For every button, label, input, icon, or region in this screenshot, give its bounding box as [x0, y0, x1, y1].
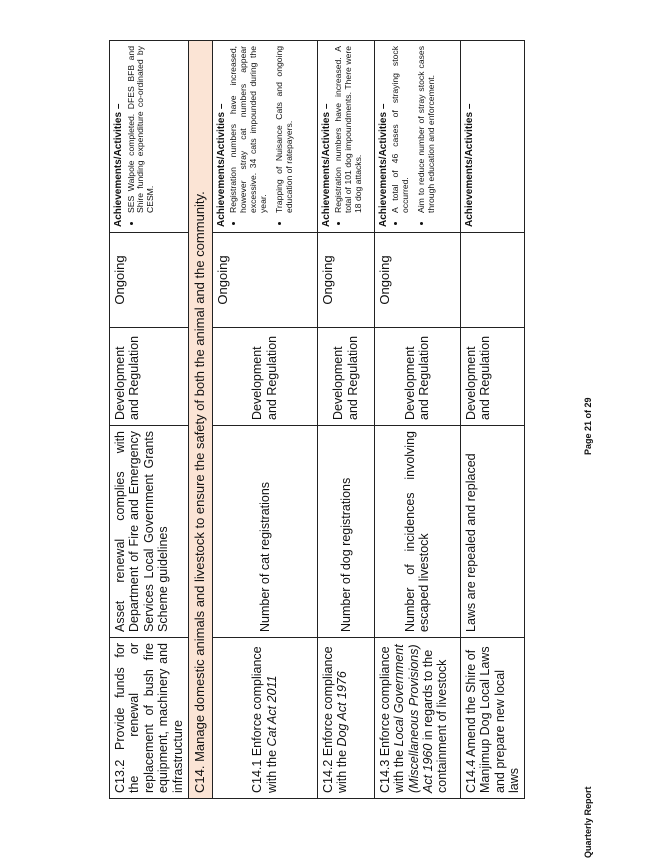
table-row [110, 41, 189, 799]
table-row [212, 41, 317, 799]
measure-cell: Number of dog registrations [317, 426, 374, 638]
strategy-table [109, 40, 525, 799]
achievement-item: • A total of 46 cases of straying stock occurred. [391, 46, 411, 213]
objective-act-name: Dog Act 1976 [335, 671, 350, 747]
objective-act-name: Local Government (Miscellaneous Provisions) Act 1960 [392, 644, 435, 793]
achievements-cell [317, 41, 374, 233]
status-cell: Ongoing [374, 233, 460, 328]
objective-text-suffix: in regards to the containment of livestock [420, 649, 450, 793]
page-number-footer: Page 21 of 29 [583, 397, 593, 455]
rotated-table-container [109, 41, 521, 799]
objective-text: C14.1 Enforce compliance with the [250, 646, 279, 793]
achievements-heading: Achievements/Activities – [463, 103, 475, 227]
owner-cell: Development and Regulation [110, 328, 189, 426]
objective-cell: C14.4 Amend the Shire of Manjimup Dog Local Laws and prepare new local laws [460, 638, 525, 799]
achievements-cell [460, 41, 525, 233]
achievements-heading: Achievements/Activities – [215, 103, 227, 227]
achievement-item: • Aim to reduce number of stray stock cases through education and enforcement. [417, 46, 437, 213]
objective-act-name: Cat Act 2011 [264, 675, 279, 747]
objective-text: C14.2 Enforce compliance with the [320, 646, 350, 793]
achievement-item: • Trapping of Nuisance Cats and ongoing education of ratepayers. [275, 46, 295, 213]
objective-text: C14.3 Enforce compliance with the [377, 646, 407, 793]
status-cell: Ongoing [212, 233, 317, 328]
owner-cell: Development and Regulation [317, 328, 374, 426]
objective-cell [212, 638, 317, 799]
achievement-item: • Registration numbers have increased. A total of 101 dog impoundments. There were 18 dog attacks. [334, 46, 364, 213]
section-row [188, 41, 212, 799]
achievement-item: • SES Walpole completed. DFES BFB and Shire funding expenditure co-ordinated by CESM. [127, 46, 157, 213]
achievements-list [229, 46, 294, 227]
achievement-item: • Registration numbers have increased, however stray cat numbers appear excessive. 34 cats impounded during the year. [229, 46, 269, 213]
measure-cell: Asset renewal complies with Department of Fire and Emergency Services Local Government Grants Scheme guidelines [110, 426, 189, 638]
achievements-cell [110, 41, 189, 233]
achievements-heading: Achievements/Activities – [113, 103, 124, 227]
table-row [317, 41, 374, 799]
section-heading: C14. Manage domestic animals and livestock to ensure the safety of both the animal and the community. [188, 41, 212, 799]
achievements-list [334, 46, 364, 227]
achievements-cell [374, 41, 460, 233]
achievements-list [127, 46, 157, 227]
owner-cell: Development and Regulation [212, 328, 317, 426]
objective-cell [374, 638, 460, 799]
objective-cell [317, 638, 374, 799]
measure-cell: Number of incidences involving escaped livestock [374, 426, 460, 638]
status-cell: Ongoing [317, 233, 374, 328]
achievements-heading: Achievements/Activities – [377, 103, 389, 227]
table-row [374, 41, 460, 799]
owner-cell: Development and Regulation [460, 328, 525, 426]
objective-cell: C13.2 Provide funds for the renewal or replacement of bush fire equipment, machinery and infrastructure [110, 638, 189, 799]
achievements-list [391, 46, 437, 227]
achievements-heading: Achievements/Activities – [320, 103, 332, 227]
measure-cell: Number of cat registrations [212, 426, 317, 638]
measure-cell: Laws are repealed and replaced [460, 426, 525, 638]
status-cell [460, 233, 525, 328]
achievements-cell [212, 41, 317, 233]
owner-cell: Development and Regulation [374, 328, 460, 426]
table-row [460, 41, 525, 799]
status-cell: Ongoing [110, 233, 189, 328]
report-name-footer: Quarterly Report [583, 786, 593, 858]
